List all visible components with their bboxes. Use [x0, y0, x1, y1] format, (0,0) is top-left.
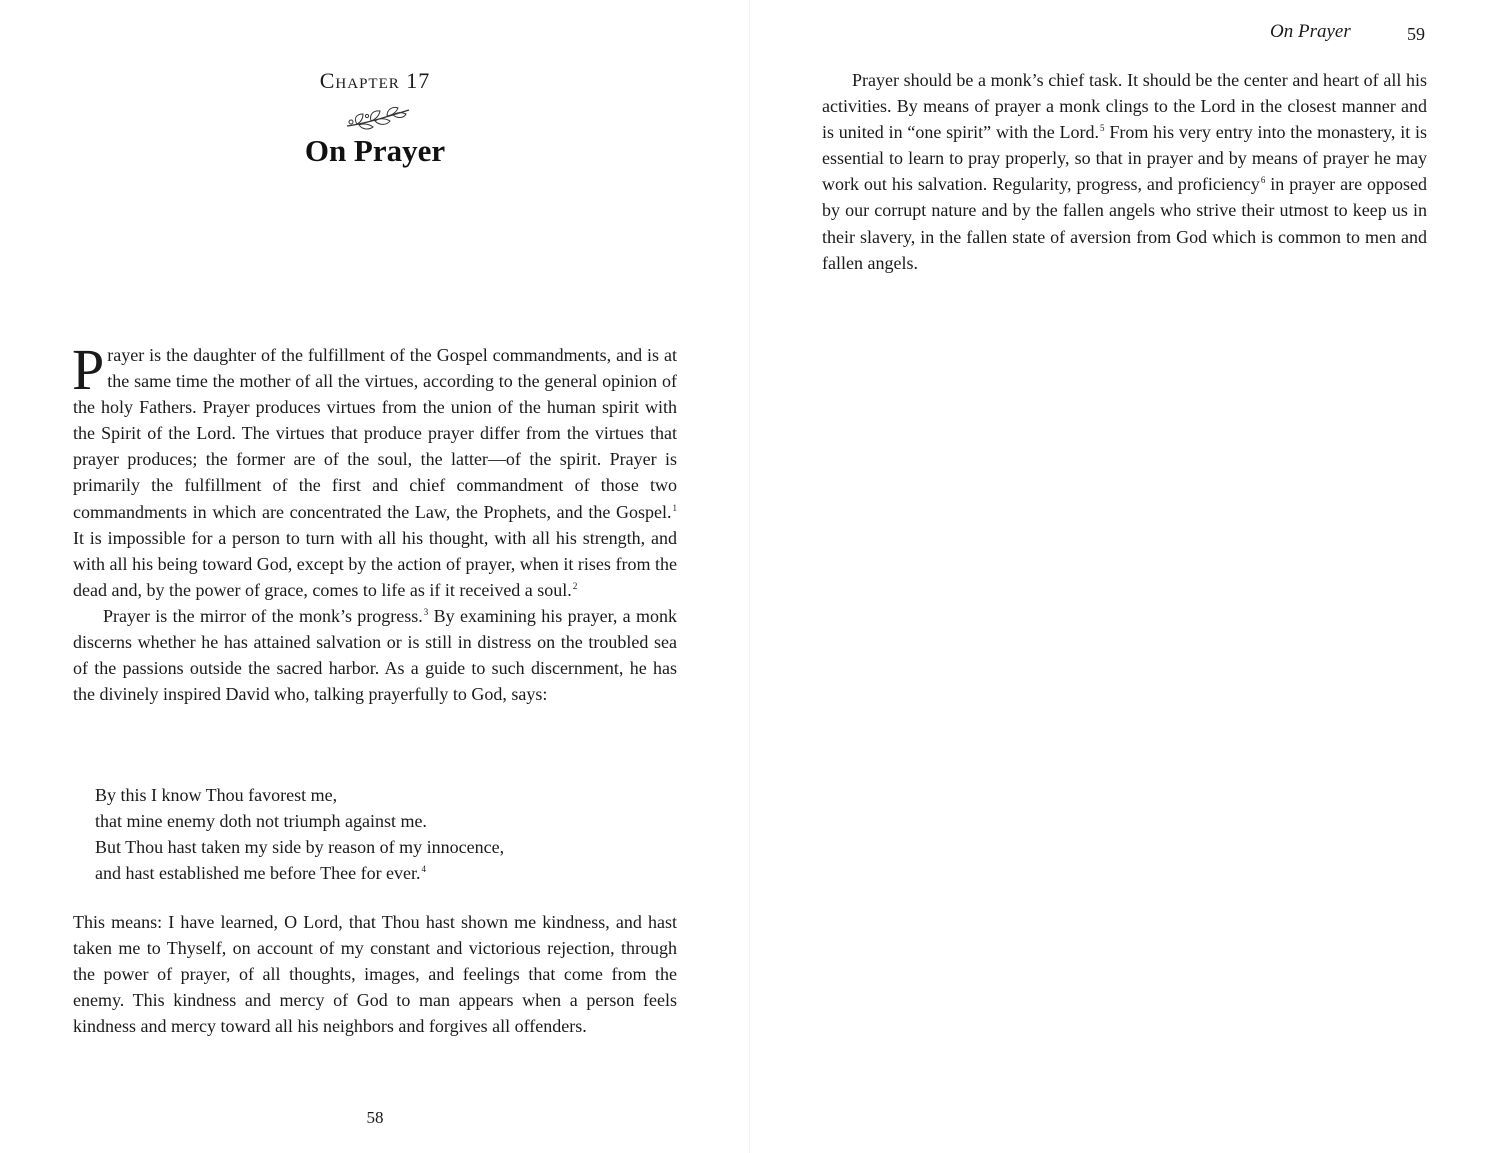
verse-line-2: that mine enemy doth not triumph against me. [95, 811, 427, 831]
paragraph-2 [73, 603, 677, 707]
footnote-ref-5: 5 [1100, 123, 1105, 134]
olive-branch-icon [343, 102, 413, 132]
paragraph-2-text-b: By examining his prayer, a monk discerns whether he has attained salvation or is still in distress on the troubled sea of the passions outside the sacred harbor. As a guide to such discernment, he has the divinely inspired David who, talking prayerfully to God, says: [73, 605, 678, 705]
paragraph-4-text-b: From his very entry into the monastery, it is essential to learn to pray properly, so that in prayer and by means of prayer he may work out his salvation. Regularity, progress, and proficiency [822, 122, 1427, 195]
right-page [750, 0, 1500, 1153]
paragraph-1 [72, 337, 677, 603]
paragraph-2-text-a: Prayer is the mirror of the monk’s progress. [103, 605, 423, 626]
chapter-label: Chapter 17 [319, 68, 431, 93]
psalm-quotation [95, 782, 504, 886]
paragraph-3: This means: I have learned, O Lord, that Thou hast shown me kindness, and hast taken me to Thyself, on account of my constant and victorious rejection, through the power of prayer, of all thoughts, images, and feelings that come from the enemy. This kindness and mercy of God to man appears when a person feels kindness and mercy toward all his neighbors and forgives all offenders. [73, 912, 677, 1037]
body-text-block [72, 337, 678, 707]
paragraph-4 [822, 67, 1427, 276]
footnote-ref-2: 2 [572, 580, 578, 591]
verse-line-3: But Thou hast taken my side by reason of my innocence, [95, 837, 505, 857]
paragraph-1-text-a: rayer is the daughter of the fulfillment of the Gospel commandments, and is at the same time the mother of all the virtues, according to the general opinion of the holy Fathers. Prayer produces virtues from the union of the human spirit with the Spirit of the Lord. The virtues that produce prayer differ from the virtues that prayer produces; the former are of the soul, the latter—of the spirit. Prayer is primarily the fulfillment of the first and chief commandment of those two commandments in which are concentrated the Law, the Prophets, and the Gospel. [73, 345, 677, 522]
verse-line-4-text: and hast established me before Thee for ever. [95, 863, 421, 883]
verse-line-1: By this I know Thou favorest me, [95, 785, 338, 805]
footnote-ref-4: 4 [421, 864, 427, 874]
paragraph-4-text-c: in prayer are opposed by our corrupt nature and by the fallen angels who strive their utmost to keep us in their slavery, in the fallen state of aversion from God which is common to men and fallen angels. [822, 174, 1428, 273]
footnote-ref-3: 3 [423, 606, 429, 617]
page-number: 59 [1407, 24, 1425, 44]
body-text-block-2 [73, 909, 677, 1039]
footnote-ref-6: 6 [1260, 175, 1266, 186]
paragraph-1-text-b: It is impossible for a person to turn with all his thought, with all his strength, and with all his being toward God, except by the action of prayer, when it rises from the dead and, by the power of grace, comes to life as if it received a soul. [73, 527, 677, 600]
drop-cap: P [72, 337, 105, 402]
chapter-title: On Prayer [304, 133, 446, 168]
paragraph-4-text-a: Prayer should be a monk’s chief task. It should be the center and heart of all his activities. By means of prayer a monk clings to the Lord in the closest manner and is united in “one spirit” with the Lord. [822, 70, 1427, 143]
running-head: On Prayer [1270, 21, 1351, 42]
verse-line-4 [95, 860, 504, 886]
page-number: 58 [366, 1108, 384, 1127]
footnote-ref-1: 1 [672, 502, 677, 513]
body-text-block [822, 67, 1427, 276]
